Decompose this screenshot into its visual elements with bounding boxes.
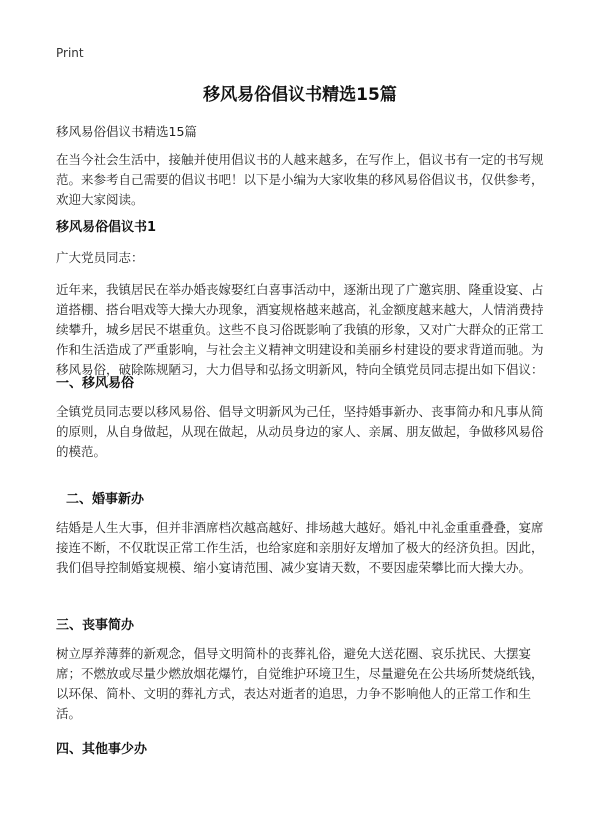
paragraph-wedding: 结婚是人生大事，但并非酒席档次越高越好、排场越大越好。婚礼中礼金重重叠叠，宴席接连不断，不仅耽误正常工作生活，也给家庭和亲朋好友增加了极大的经济负担。因此，我们倡导控制婚宴规模、缩小宴请范围、减少宴请天数，不要因虚荣攀比而大操大办。 <box>56 520 544 575</box>
heading-migrate-customs: 一、移风易俗 <box>56 376 135 391</box>
heading-funeral: 三、丧事简办 <box>56 618 135 633</box>
page-title: 移风易俗倡议书精选15篇 <box>203 85 397 105</box>
intro-paragraph: 在当今社会生活中，接触并使用倡议书的人越来越多，在写作上，倡议书有一定的书写规范。来参考自己需要的倡议书吧！以下是小编为大家收集的移风易俗倡议书，仅供参考，欢迎大家阅读。 <box>56 152 544 207</box>
salutation: 广大党员同志： <box>56 250 144 265</box>
paragraph-migrate-customs: 全镇党员同志要以移风易俗、倡导文明新风为己任，坚持婚事新办、丧事简办和凡事从简的原则，从自身做起，从现在做起，从动员身边的家人、亲属、朋友做起，争做移风易俗的模范。 <box>56 404 544 459</box>
print-label: Print <box>56 46 84 60</box>
heading-wedding: 二、婚事新办 <box>66 492 145 507</box>
document-subtitle: 移风易俗倡议书精选15篇 <box>56 124 197 139</box>
paragraph-funeral: 树立厚养薄葬的新观念，倡导文明简朴的丧葬礼俗，避免大送花圈、哀乐扰民、大摆宴席；不燃放或尽量少燃放烟花爆竹，自觉维护环境卫生，尽量避免在公共场所焚烧纸钱，以环保、简朴、文明的葬礼方式，表达对逝者的追思，力争不影响他人的正常工作和生活。 <box>56 646 544 721</box>
section-heading-1: 移风易俗倡议书1 <box>56 220 157 235</box>
heading-other-matters: 四、其他事少办 <box>56 742 148 757</box>
paragraph-1: 近年来，我镇居民在举办婚丧嫁娶红白喜事活动中，逐渐出现了广邀宾朋、隆重设宴、占道搭棚、搭台唱戏等大操大办现象，酒宴规格越来越高，礼金额度越来越大，人情消费持续攀升，城乡居民不堪重负。这些不良习俗既影响了我镇的形象，又对广大群众的正常工作和生活造成了严重影响，与社会主义精神文明建设和美丽乡村建设的要求背道而驰。为移风易俗，破除陈规陋习，大力倡导和弘扬文明新风，特向全镇党员同志提出如下倡议： <box>56 282 544 377</box>
